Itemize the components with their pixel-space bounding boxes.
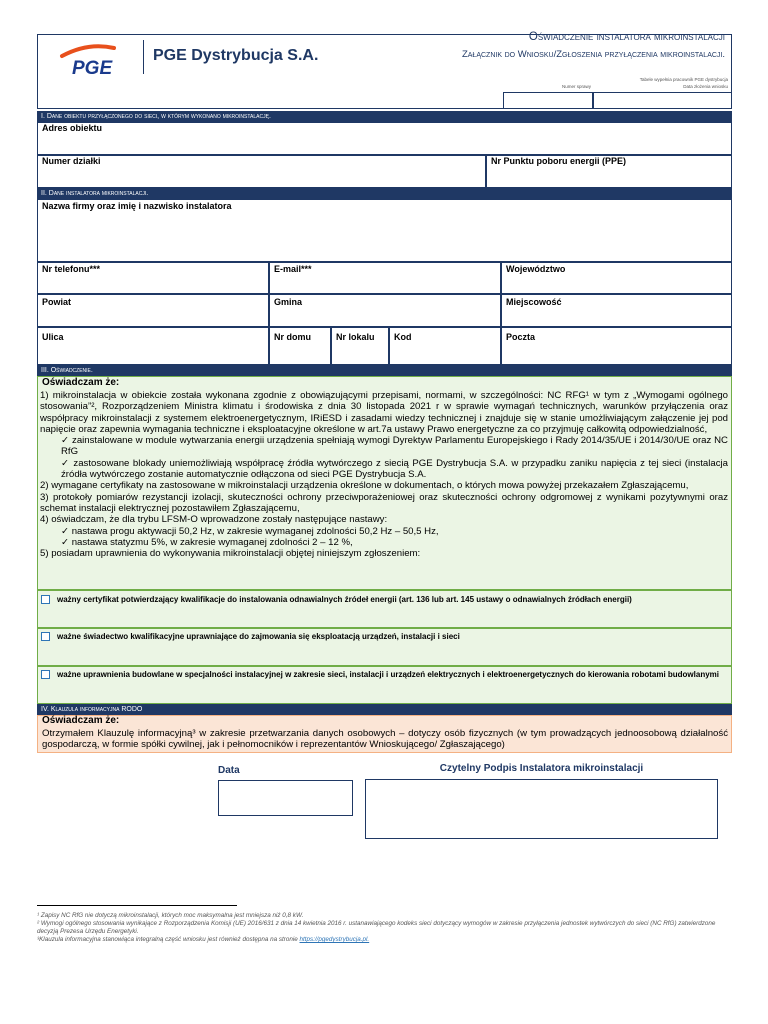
commune-field[interactable]: [269, 294, 501, 327]
declare-label: Oświadczam że:: [42, 377, 120, 388]
plot-number-field[interactable]: [37, 155, 486, 188]
flat-number-label: Nr lokalu: [336, 332, 375, 342]
signature-field[interactable]: [365, 779, 718, 839]
address-label: Adres obiektu: [42, 123, 103, 133]
section-1-header: I. Dane obiektu przyłączonego do sieci, w którym wykonano mikroinstalację.: [37, 111, 732, 122]
section-2-header: II. Dane instalatora mikroinstalacji.: [37, 188, 732, 199]
address-field[interactable]: [37, 122, 732, 155]
date-label: Data: [218, 765, 240, 776]
post-office-label: Poczta: [506, 332, 536, 342]
request-number-label: Numer sprawy: [561, 84, 591, 89]
locality-label: Miejscowość: [506, 297, 562, 307]
qualification-checkbox[interactable]: [41, 632, 50, 641]
certificate-checkbox[interactable]: [41, 595, 50, 604]
logo-text: PGE: [72, 58, 113, 79]
request-number-field[interactable]: [503, 92, 593, 109]
declaration-item-1: 1) mikroinstalacja w obiekcie została wykonana zgodnie z obowiązującymi przepisami, normami, w szczególności: NC RFG¹ w tym z „Wymogami ogólnego stosowania”², Rozporządzeniem Ministra klimatu i środowiska z dnia 30 listopada 2021 r w sprawie wymagań technicznych, warunków przyłączenia oraz współpracy mikroinstalacji z systemem elektroenergetycznym, IRiESD i zasadami wiedzy technicznej i znajduje się w stanie umożliwiającym załączenie jej pod napięcie oraz zapewnia wymagania techniczne i eksploatacyjne określone w art.7a ustawy Prawo energetyczne za co przyjmuję całkowitą odpowiedzialność,: [40, 390, 728, 435]
footnote-3-text: ³Klauzula informacyjna stanowiąca integralną część wniosku jest również dostępna na stronie: [37, 936, 298, 943]
declaration-item-2: 2) wymagane certyfikaty na zastosowane w mikroinstalacji urządzenia określone w dokumentach, o których mowa powyżej przekazałem Zgłaszającemu,: [40, 480, 689, 492]
request-date-field[interactable]: [593, 92, 732, 109]
footnote-3-link[interactable]: https://pgedystrybucja.pl.: [299, 936, 370, 943]
house-number-label: Nr domu: [274, 332, 311, 342]
county-field[interactable]: [37, 294, 269, 327]
building-permit-checkbox[interactable]: [41, 670, 50, 679]
rodo-text: Otrzymałem Klauzulę informacyjną³ w zakresie przetwarzania danych osobowych – dotyczy osób fizycznych (w tym prowadzących jednoosobową działalność gospodarczą, w formie spółki cywilnej, jak i pełnomocników i reprezentantów Wnioskującego/ Zgłaszającego): [42, 728, 728, 751]
declaration-item-4b: ✓ nastawa statyzmu 5%, w zakresie wymaganej zdolności 2 – 12 %,: [61, 536, 353, 548]
document-title: Oświadczenie instalatora mikroinstalacji: [528, 31, 725, 43]
footnote-2: ² Wymogi ogólnego stosowania wynikające z Rozporządzenia Komisji (UE) 2016/631 z dnia 14 kwietnia 2016 r. ustanawiającego kodeks sieci dotyczący wymogów w zakresie przyłączenia jednostek wytwórczych do sieci (NC RfG) zatwierdzone decyzją Prezesa Urzędu Energetyki.: [37, 920, 716, 935]
request-date-label: Data złożenia wniosku: [683, 84, 728, 89]
declaration-item-1b: ✓ zastosowane blokady uniemożliwiają współpracę źródła wytwórczego z siecią PGE Dystrybucja S.A. w przypadku zaniku napięcia z tej sieci (instalacja źródła wytwórczego zostanie automatycznie odłączona od sieci PGE Dystrybucja S.A.: [61, 457, 728, 481]
declaration-item-5: 5) posiadam uprawnienia do wykonywania mikroinstalacji objętej niniejszym zgłoszeniem:: [40, 548, 421, 560]
street-label: Ulica: [42, 332, 64, 342]
installer-name-label: Nazwa firmy oraz imię i nazwisko instalatora: [42, 201, 232, 211]
voivodeship-label: Województwo: [506, 264, 566, 274]
phone-label: Nr telefonu***: [42, 264, 101, 274]
building-permit-label: ważne uprawnienia budowlane w specjalności instalacyjnej w zakresie sieci, instalacji i urządzeń elektrycznych i elektroenergetycznych do kierowania robotami budowlanymi: [57, 670, 719, 679]
ppe-label: Nr Punktu poboru energii (PPE): [491, 156, 627, 166]
commune-label: Gmina: [274, 297, 303, 307]
declaration-text: [40, 390, 728, 559]
footnotes: [37, 912, 727, 944]
header-separator: [143, 40, 144, 74]
county-label: Powiat: [42, 297, 72, 307]
street-field[interactable]: [37, 327, 269, 365]
rodo-declare-label: Oświadczam że:: [42, 715, 120, 726]
declaration-item-3: 3) protokoły pomiarów rezystancji izolacji, skuteczności ochrony przeciwporażeniowej oraz skuteczności ochrony odgromowej z wynikami pozytywnymi oraz schemat instalacji elektrycznej pozostawiłem Zgłaszającemu,: [40, 491, 728, 514]
declaration-item-1a: ✓ zainstalowane w module wytwarzania energii urządzenia spełniają wymogi Dyrektyw Parlamentu Europejskiego i Rady 2014/35/UE i 2014/30/UE oraz NC RfG: [61, 435, 728, 458]
pge-logo-icon: [48, 40, 138, 80]
certificate-label: ważny certyfikat potwierdzający kwalifikacje do instalowania odnawialnych źródeł energii (art. 136 lub art. 145 ustawy o odnawialnych źródłach energii): [57, 595, 632, 604]
postal-code-label: Kod: [394, 332, 412, 342]
date-field[interactable]: [218, 780, 353, 816]
footnote-1: ¹ Zapisy NC RfG nie dotyczą mikroinstalacji, których moc maksymalna jest mniejsza niż 0,8 kW.: [37, 912, 304, 919]
post-office-field[interactable]: [501, 327, 732, 365]
email-label: E-mail***: [274, 264, 312, 274]
plot-number-label: Numer działki: [42, 156, 101, 166]
section-4-header: IV. Klauzula informacyjna RODO: [37, 704, 732, 715]
document-subtitle: Załącznik do Wniosku/Zgłoszenia przyłączenia mikroinstalacji.: [461, 49, 725, 60]
declaration-item-4a: ✓ nastawa progu aktywacji 50,2 Hz, w zakresie wymaganej zdolności 50,2 Hz – 50,5 Hz,: [61, 525, 439, 537]
signature-label: Czytelny Podpis Instalatora mikroinstalacji: [439, 763, 644, 774]
declaration-item-4: 4) oświadczam, że dla trybu LFSM-O wprowadzone zostały następujące nastawy:: [40, 514, 388, 526]
pge-only-note: Tabele wypełnia pracownik PGE dystrybucja: [639, 77, 728, 82]
qualification-label: ważne świadectwo kwalifikacyjne uprawniające do zajmowania się eksploatacją urządzeń, instalacji i sieci: [57, 632, 460, 641]
footnote-separator: [37, 905, 237, 906]
section-3-header: III. Oświadczenie.: [37, 365, 732, 376]
company-name: PGE Dystrybucja S.A.: [153, 47, 319, 64]
footnote-3: [37, 936, 727, 944]
